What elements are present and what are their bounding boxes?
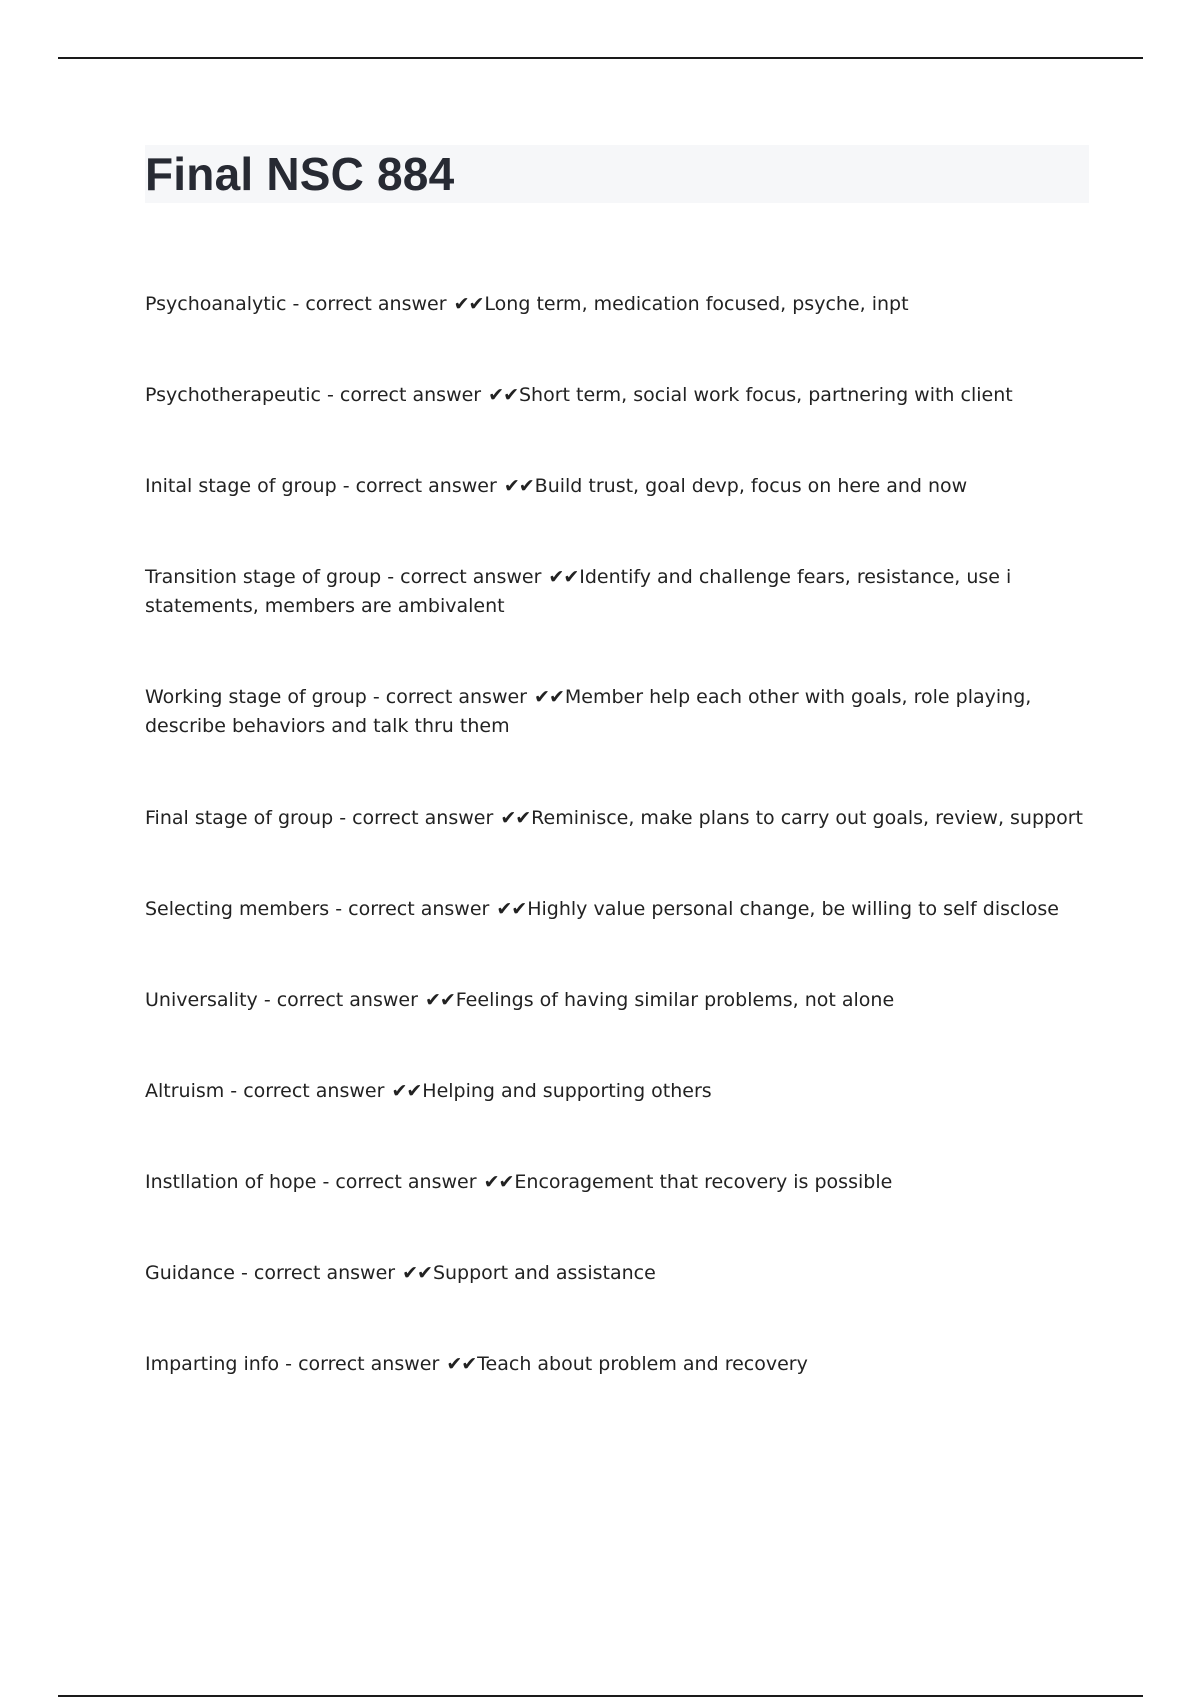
qa-separator: - correct answer: [224, 1080, 391, 1102]
qa-term: Psychoanalytic: [145, 293, 287, 315]
qa-separator: - correct answer: [320, 384, 488, 406]
qa-separator: - correct answer: [286, 293, 453, 315]
double-check-icon: ✔✔: [534, 686, 564, 708]
page-title: Final NSC 884: [145, 148, 455, 200]
qa-item-altruism: [145, 1077, 1085, 1106]
qa-item-imparting-info: [145, 1350, 1085, 1379]
double-check-icon: ✔✔: [488, 384, 518, 406]
qa-term: Imparting info: [145, 1353, 280, 1375]
qa-answer: Teach about problem and recovery: [477, 1353, 808, 1375]
qa-term: Final stage of group: [145, 807, 334, 829]
qa-separator: - correct answer: [234, 1262, 402, 1284]
qa-separator: - correct answer: [329, 898, 496, 920]
double-check-icon: ✔✔: [548, 566, 579, 588]
qa-term: Selecting members: [145, 898, 330, 920]
qa-separator: - correct answer: [316, 1171, 483, 1193]
qa-item-working-stage: [145, 683, 1085, 741]
qa-answer: Member help each other with goals, role playing, describe behaviors and talk thru them: [145, 686, 1032, 737]
top-divider: [58, 57, 1143, 59]
double-check-icon: ✔✔: [483, 1171, 514, 1193]
double-check-icon: ✔✔: [500, 807, 531, 829]
bottom-divider: [58, 1695, 1143, 1697]
qa-term: Working stage of group: [145, 686, 367, 708]
qa-term: Universality: [145, 989, 258, 1011]
qa-separator: - correct answer: [381, 566, 548, 588]
qa-answer: Support and assistance: [432, 1262, 656, 1284]
qa-separator: - correct answer: [279, 1353, 446, 1375]
qa-answer: Encoragement that recovery is possible: [514, 1171, 893, 1193]
qa-separator: - correct answer: [333, 807, 500, 829]
double-check-icon: ✔✔: [402, 1262, 432, 1284]
qa-term: Instllation of hope: [145, 1171, 317, 1193]
qa-item-transition-stage: [145, 563, 1085, 621]
qa-item-selecting-members: [145, 895, 1085, 924]
qa-answer: Build trust, goal devp, focus on here and now: [534, 475, 968, 497]
double-check-icon: ✔✔: [496, 898, 527, 920]
qa-answer: Highly value personal change, be willing to self disclose: [527, 898, 1059, 920]
qa-answer: Reminisce, make plans to carry out goals, review, support: [531, 807, 1083, 829]
double-check-icon: ✔✔: [503, 475, 534, 497]
qa-separator: - correct answer: [366, 686, 534, 708]
double-check-icon: ✔✔: [453, 293, 484, 315]
qa-item-installation-of-hope: [145, 1168, 1085, 1197]
qa-term: Guidance: [145, 1262, 235, 1284]
qa-answer: Helping and supporting others: [422, 1080, 712, 1102]
qa-item-guidance: [145, 1259, 1085, 1288]
qa-separator: - correct answer: [336, 475, 503, 497]
qa-term: Transition stage of group: [145, 566, 382, 588]
qa-term: Altruism: [145, 1080, 225, 1102]
qa-item-psychotherapeutic: [145, 381, 1085, 410]
qa-item-universality: [145, 986, 1085, 1015]
qa-answer: Short term, social work focus, partnering with client: [519, 384, 1013, 406]
qa-item-psychoanalytic: [145, 290, 1085, 319]
double-check-icon: ✔✔: [424, 989, 455, 1011]
qa-answer: Long term, medication focused, psyche, inpt: [484, 293, 909, 315]
double-check-icon: ✔✔: [446, 1353, 477, 1375]
qa-item-final-stage: [145, 804, 1085, 833]
double-check-icon: ✔✔: [391, 1080, 422, 1102]
qa-item-initial-stage: [145, 472, 1085, 501]
qa-term: Psychotherapeutic: [145, 384, 321, 406]
qa-term: Inital stage of group: [145, 475, 337, 497]
title-banner: [145, 145, 1089, 203]
qa-answer: Feelings of having similar problems, not alone: [455, 989, 895, 1011]
qa-separator: - correct answer: [257, 989, 424, 1011]
qa-answer: Identify and challenge fears, resistance, use i statements, members are ambivalent: [145, 566, 1012, 617]
